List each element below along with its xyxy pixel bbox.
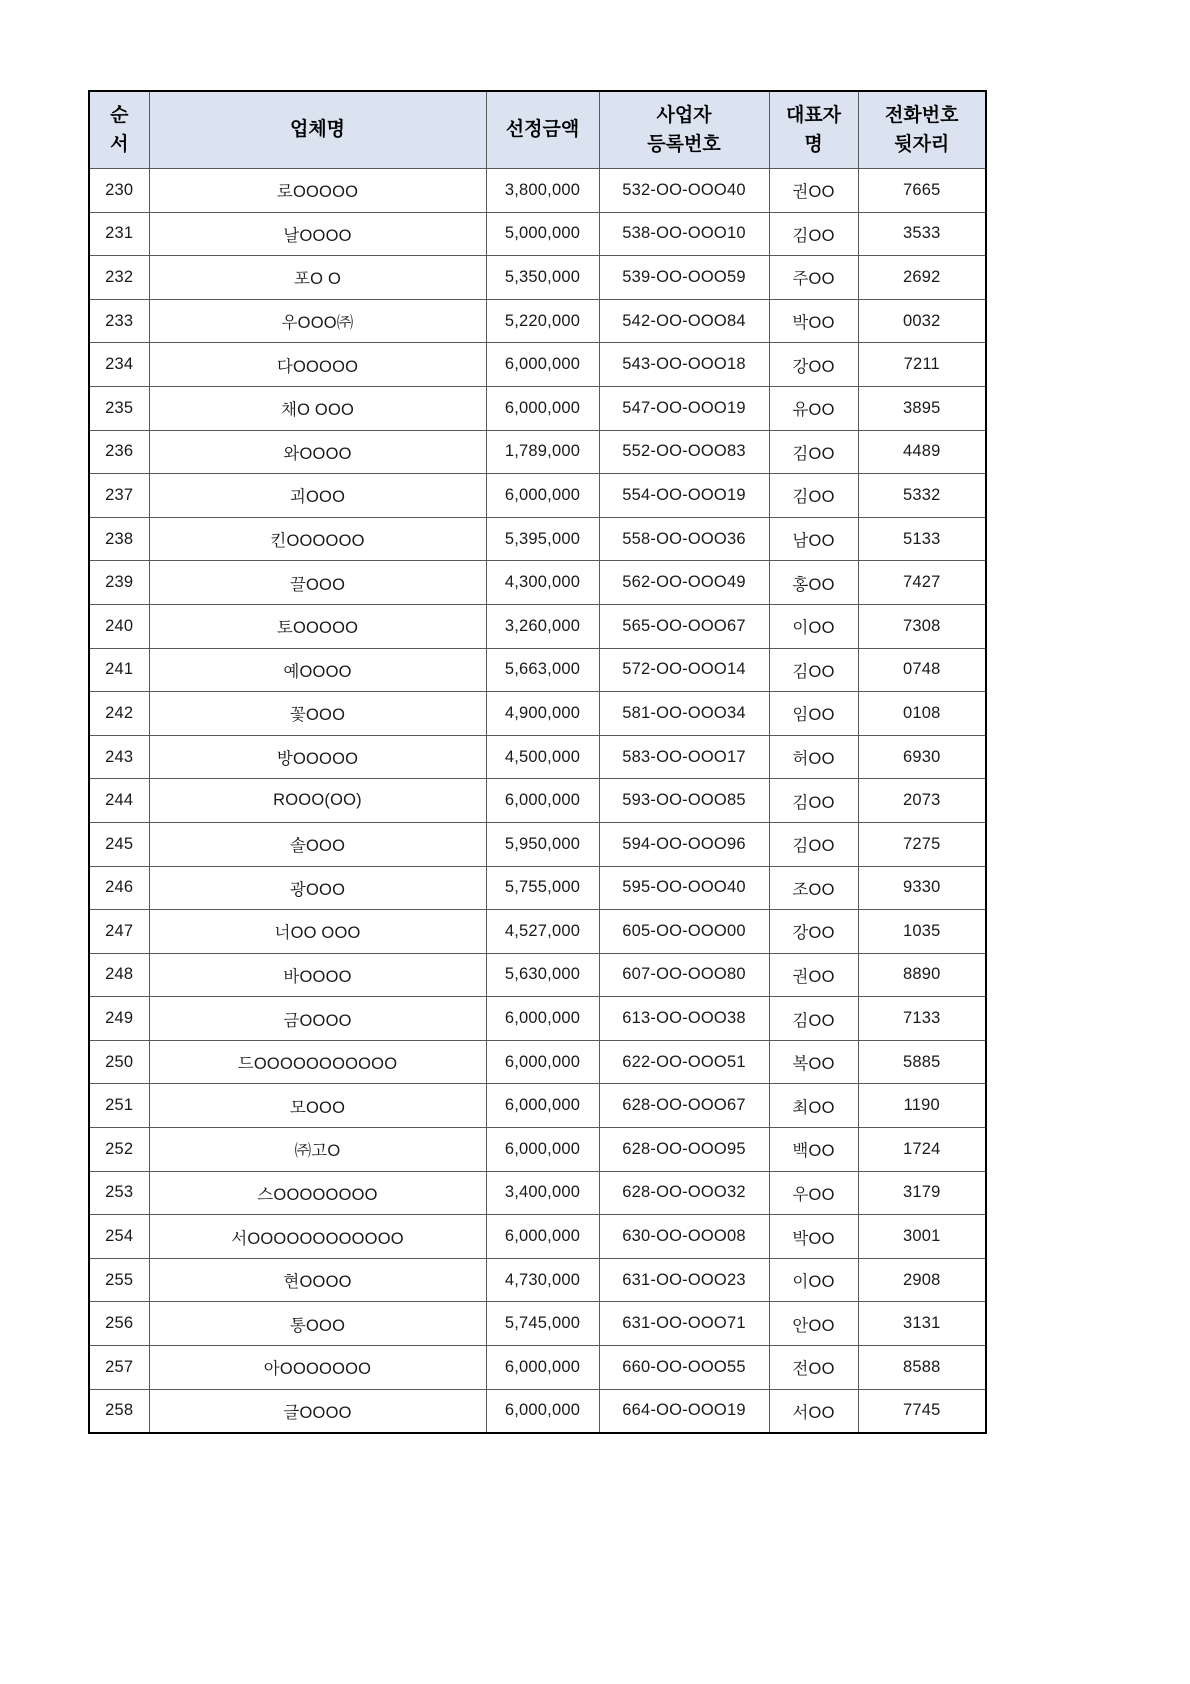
cell-ceo: 김OO — [769, 474, 858, 518]
cell-company: 킨OOOOOO — [149, 517, 486, 561]
cell-amount: 5,000,000 — [486, 212, 599, 256]
cell-ceo: 김OO — [769, 822, 858, 866]
cell-company: 꽃OOO — [149, 692, 486, 736]
cell-company: 와OOOO — [149, 430, 486, 474]
cell-seq: 237 — [89, 474, 149, 518]
cell-ceo: 임OO — [769, 692, 858, 736]
vendor-table-container — [88, 90, 987, 1434]
cell-phone: 3179 — [858, 1171, 986, 1215]
cell-seq: 239 — [89, 561, 149, 605]
cell-seq: 249 — [89, 997, 149, 1041]
cell-seq: 256 — [89, 1302, 149, 1346]
cell-ceo: 강OO — [769, 343, 858, 387]
col-header-company: 업체명 — [149, 91, 486, 169]
cell-seq: 234 — [89, 343, 149, 387]
cell-amount: 5,663,000 — [486, 648, 599, 692]
table-row — [89, 1128, 986, 1172]
cell-company: ㈜고O — [149, 1128, 486, 1172]
cell-company: 너OO OOO — [149, 910, 486, 954]
cell-amount: 3,400,000 — [486, 1171, 599, 1215]
cell-phone: 6930 — [858, 735, 986, 779]
cell-company: 예OOOO — [149, 648, 486, 692]
cell-amount: 1,789,000 — [486, 430, 599, 474]
cell-seq: 244 — [89, 779, 149, 823]
cell-company: 솔OOO — [149, 822, 486, 866]
cell-seq: 230 — [89, 169, 149, 213]
table-row — [89, 299, 986, 343]
cell-amount: 4,300,000 — [486, 561, 599, 605]
cell-phone: 0108 — [858, 692, 986, 736]
cell-regno: 607-OO-OOO80 — [599, 953, 769, 997]
cell-ceo: 복OO — [769, 1040, 858, 1084]
cell-phone: 4489 — [858, 430, 986, 474]
cell-phone: 7211 — [858, 343, 986, 387]
cell-company: 바OOOO — [149, 953, 486, 997]
cell-ceo: 이OO — [769, 604, 858, 648]
table-row — [89, 1171, 986, 1215]
table-header — [89, 91, 986, 169]
cell-ceo: 김OO — [769, 212, 858, 256]
cell-amount: 6,000,000 — [486, 474, 599, 518]
cell-ceo: 조OO — [769, 866, 858, 910]
cell-company: 괴OOO — [149, 474, 486, 518]
cell-company: 현OOOO — [149, 1258, 486, 1302]
cell-amount: 4,730,000 — [486, 1258, 599, 1302]
cell-regno: 613-OO-OOO38 — [599, 997, 769, 1041]
cell-regno: 593-OO-OOO85 — [599, 779, 769, 823]
cell-company: 광OOO — [149, 866, 486, 910]
cell-seq: 236 — [89, 430, 149, 474]
cell-ceo: 백OO — [769, 1128, 858, 1172]
cell-amount: 6,000,000 — [486, 343, 599, 387]
table-row — [89, 474, 986, 518]
cell-seq: 238 — [89, 517, 149, 561]
cell-seq: 250 — [89, 1040, 149, 1084]
cell-regno: 547-OO-OOO19 — [599, 386, 769, 430]
cell-amount: 5,395,000 — [486, 517, 599, 561]
cell-ceo: 유OO — [769, 386, 858, 430]
cell-regno: 594-OO-OOO96 — [599, 822, 769, 866]
cell-regno: 630-OO-OOO08 — [599, 1215, 769, 1259]
vendor-table — [88, 90, 987, 1434]
cell-phone: 1035 — [858, 910, 986, 954]
cell-phone: 1724 — [858, 1128, 986, 1172]
cell-phone: 3131 — [858, 1302, 986, 1346]
cell-regno: 542-OO-OOO84 — [599, 299, 769, 343]
cell-amount: 4,527,000 — [486, 910, 599, 954]
cell-phone: 5332 — [858, 474, 986, 518]
table-row — [89, 256, 986, 300]
cell-amount: 6,000,000 — [486, 386, 599, 430]
cell-amount: 6,000,000 — [486, 997, 599, 1041]
cell-seq: 248 — [89, 953, 149, 997]
cell-seq: 257 — [89, 1346, 149, 1390]
cell-phone: 1190 — [858, 1084, 986, 1128]
cell-company: 다OOOOO — [149, 343, 486, 387]
cell-amount: 3,800,000 — [486, 169, 599, 213]
cell-company: 서OOOOOOOOOOOO — [149, 1215, 486, 1259]
cell-amount: 4,500,000 — [486, 735, 599, 779]
table-row — [89, 1215, 986, 1259]
cell-regno: 581-OO-OOO34 — [599, 692, 769, 736]
cell-phone: 7275 — [858, 822, 986, 866]
table-row — [89, 1389, 986, 1433]
cell-regno: 605-OO-OOO00 — [599, 910, 769, 954]
cell-regno: 622-OO-OOO51 — [599, 1040, 769, 1084]
table-row — [89, 822, 986, 866]
table-row — [89, 1346, 986, 1390]
cell-amount: 6,000,000 — [486, 1215, 599, 1259]
cell-regno: 558-OO-OOO36 — [599, 517, 769, 561]
table-body — [89, 169, 986, 1434]
cell-seq: 255 — [89, 1258, 149, 1302]
cell-phone: 0748 — [858, 648, 986, 692]
cell-seq: 232 — [89, 256, 149, 300]
cell-regno: 595-OO-OOO40 — [599, 866, 769, 910]
cell-regno: 664-OO-OOO19 — [599, 1389, 769, 1433]
cell-seq: 251 — [89, 1084, 149, 1128]
cell-seq: 242 — [89, 692, 149, 736]
table-row — [89, 648, 986, 692]
cell-amount: 4,900,000 — [486, 692, 599, 736]
table-row — [89, 386, 986, 430]
cell-amount: 6,000,000 — [486, 1128, 599, 1172]
cell-regno: 538-OO-OOO10 — [599, 212, 769, 256]
table-row — [89, 430, 986, 474]
cell-company: 포O O — [149, 256, 486, 300]
cell-regno: 552-OO-OOO83 — [599, 430, 769, 474]
cell-ceo: 권OO — [769, 953, 858, 997]
table-row — [89, 953, 986, 997]
cell-phone: 2908 — [858, 1258, 986, 1302]
cell-amount: 5,220,000 — [486, 299, 599, 343]
table-row — [89, 997, 986, 1041]
cell-amount: 6,000,000 — [486, 779, 599, 823]
table-row — [89, 866, 986, 910]
cell-ceo: 박OO — [769, 1215, 858, 1259]
cell-company: 로OOOOO — [149, 169, 486, 213]
cell-ceo: 주OO — [769, 256, 858, 300]
cell-phone: 7745 — [858, 1389, 986, 1433]
cell-seq: 247 — [89, 910, 149, 954]
cell-phone: 9330 — [858, 866, 986, 910]
cell-ceo: 권OO — [769, 169, 858, 213]
cell-company: 글OOOO — [149, 1389, 486, 1433]
cell-regno: 628-OO-OOO67 — [599, 1084, 769, 1128]
cell-amount: 5,950,000 — [486, 822, 599, 866]
cell-seq: 240 — [89, 604, 149, 648]
cell-seq: 254 — [89, 1215, 149, 1259]
cell-seq: 231 — [89, 212, 149, 256]
cell-regno: 565-OO-OOO67 — [599, 604, 769, 648]
cell-company: 통OOO — [149, 1302, 486, 1346]
cell-regno: 539-OO-OOO59 — [599, 256, 769, 300]
cell-company: 아OOOOOOO — [149, 1346, 486, 1390]
cell-seq: 241 — [89, 648, 149, 692]
cell-regno: 543-OO-OOO18 — [599, 343, 769, 387]
table-row — [89, 604, 986, 648]
cell-phone: 2073 — [858, 779, 986, 823]
cell-company: 토OOOOO — [149, 604, 486, 648]
cell-ceo: 이OO — [769, 1258, 858, 1302]
cell-phone: 7427 — [858, 561, 986, 605]
table-row — [89, 1084, 986, 1128]
cell-ceo: 전OO — [769, 1346, 858, 1390]
cell-ceo: 김OO — [769, 997, 858, 1041]
cell-company: 금OOOO — [149, 997, 486, 1041]
cell-phone: 7133 — [858, 997, 986, 1041]
cell-regno: 631-OO-OOO71 — [599, 1302, 769, 1346]
col-header-amount: 선정금액 — [486, 91, 599, 169]
table-row — [89, 1258, 986, 1302]
cell-company: 드OOOOOOOOOOO — [149, 1040, 486, 1084]
col-header-ceo: 대표자 명 — [769, 91, 858, 169]
cell-seq: 233 — [89, 299, 149, 343]
table-row — [89, 910, 986, 954]
cell-amount: 3,260,000 — [486, 604, 599, 648]
cell-ceo: 김OO — [769, 648, 858, 692]
cell-ceo: 홍OO — [769, 561, 858, 605]
cell-ceo: 허OO — [769, 735, 858, 779]
cell-ceo: 최OO — [769, 1084, 858, 1128]
cell-ceo: 서OO — [769, 1389, 858, 1433]
cell-amount: 6,000,000 — [486, 1084, 599, 1128]
cell-seq: 258 — [89, 1389, 149, 1433]
cell-phone: 5885 — [858, 1040, 986, 1084]
cell-ceo: 강OO — [769, 910, 858, 954]
cell-phone: 7308 — [858, 604, 986, 648]
cell-regno: 628-OO-OOO32 — [599, 1171, 769, 1215]
cell-amount: 5,755,000 — [486, 866, 599, 910]
cell-company: 채O OOO — [149, 386, 486, 430]
cell-regno: 532-OO-OOO40 — [599, 169, 769, 213]
cell-phone: 8588 — [858, 1346, 986, 1390]
table-row — [89, 1040, 986, 1084]
table-row — [89, 517, 986, 561]
cell-ceo: 우OO — [769, 1171, 858, 1215]
table-row — [89, 212, 986, 256]
cell-seq: 235 — [89, 386, 149, 430]
cell-amount: 5,630,000 — [486, 953, 599, 997]
cell-ceo: 박OO — [769, 299, 858, 343]
cell-phone: 5133 — [858, 517, 986, 561]
cell-company: 날OOOO — [149, 212, 486, 256]
cell-phone: 0032 — [858, 299, 986, 343]
cell-phone: 3001 — [858, 1215, 986, 1259]
cell-regno: 572-OO-OOO14 — [599, 648, 769, 692]
table-row — [89, 735, 986, 779]
cell-company: 모OOO — [149, 1084, 486, 1128]
cell-phone: 3895 — [858, 386, 986, 430]
cell-amount: 6,000,000 — [486, 1040, 599, 1084]
cell-company: 끌OOO — [149, 561, 486, 605]
cell-regno: 554-OO-OOO19 — [599, 474, 769, 518]
cell-amount: 6,000,000 — [486, 1389, 599, 1433]
cell-ceo: 안OO — [769, 1302, 858, 1346]
table-row — [89, 343, 986, 387]
cell-phone: 3533 — [858, 212, 986, 256]
cell-amount: 6,000,000 — [486, 1346, 599, 1390]
cell-seq: 243 — [89, 735, 149, 779]
cell-seq: 246 — [89, 866, 149, 910]
cell-company: ROOO(OO) — [149, 779, 486, 823]
cell-seq: 252 — [89, 1128, 149, 1172]
cell-amount: 5,350,000 — [486, 256, 599, 300]
cell-seq: 245 — [89, 822, 149, 866]
cell-seq: 253 — [89, 1171, 149, 1215]
cell-company: 우OOO㈜ — [149, 299, 486, 343]
cell-regno: 562-OO-OOO49 — [599, 561, 769, 605]
cell-phone: 8890 — [858, 953, 986, 997]
cell-ceo: 김OO — [769, 779, 858, 823]
cell-company: 방OOOOO — [149, 735, 486, 779]
col-header-phone: 전화번호 뒷자리 — [858, 91, 986, 169]
col-header-seq: 순 서 — [89, 91, 149, 169]
cell-regno: 628-OO-OOO95 — [599, 1128, 769, 1172]
cell-ceo: 남OO — [769, 517, 858, 561]
table-row — [89, 561, 986, 605]
cell-regno: 583-OO-OOO17 — [599, 735, 769, 779]
table-row — [89, 692, 986, 736]
cell-regno: 631-OO-OOO23 — [599, 1258, 769, 1302]
cell-ceo: 김OO — [769, 430, 858, 474]
cell-regno: 660-OO-OOO55 — [599, 1346, 769, 1390]
cell-company: 스OOOOOOOO — [149, 1171, 486, 1215]
table-row — [89, 779, 986, 823]
table-row — [89, 1302, 986, 1346]
header-row — [89, 91, 986, 169]
table-row — [89, 169, 986, 213]
cell-phone: 7665 — [858, 169, 986, 213]
col-header-regno: 사업자 등록번호 — [599, 91, 769, 169]
cell-phone: 2692 — [858, 256, 986, 300]
cell-amount: 5,745,000 — [486, 1302, 599, 1346]
